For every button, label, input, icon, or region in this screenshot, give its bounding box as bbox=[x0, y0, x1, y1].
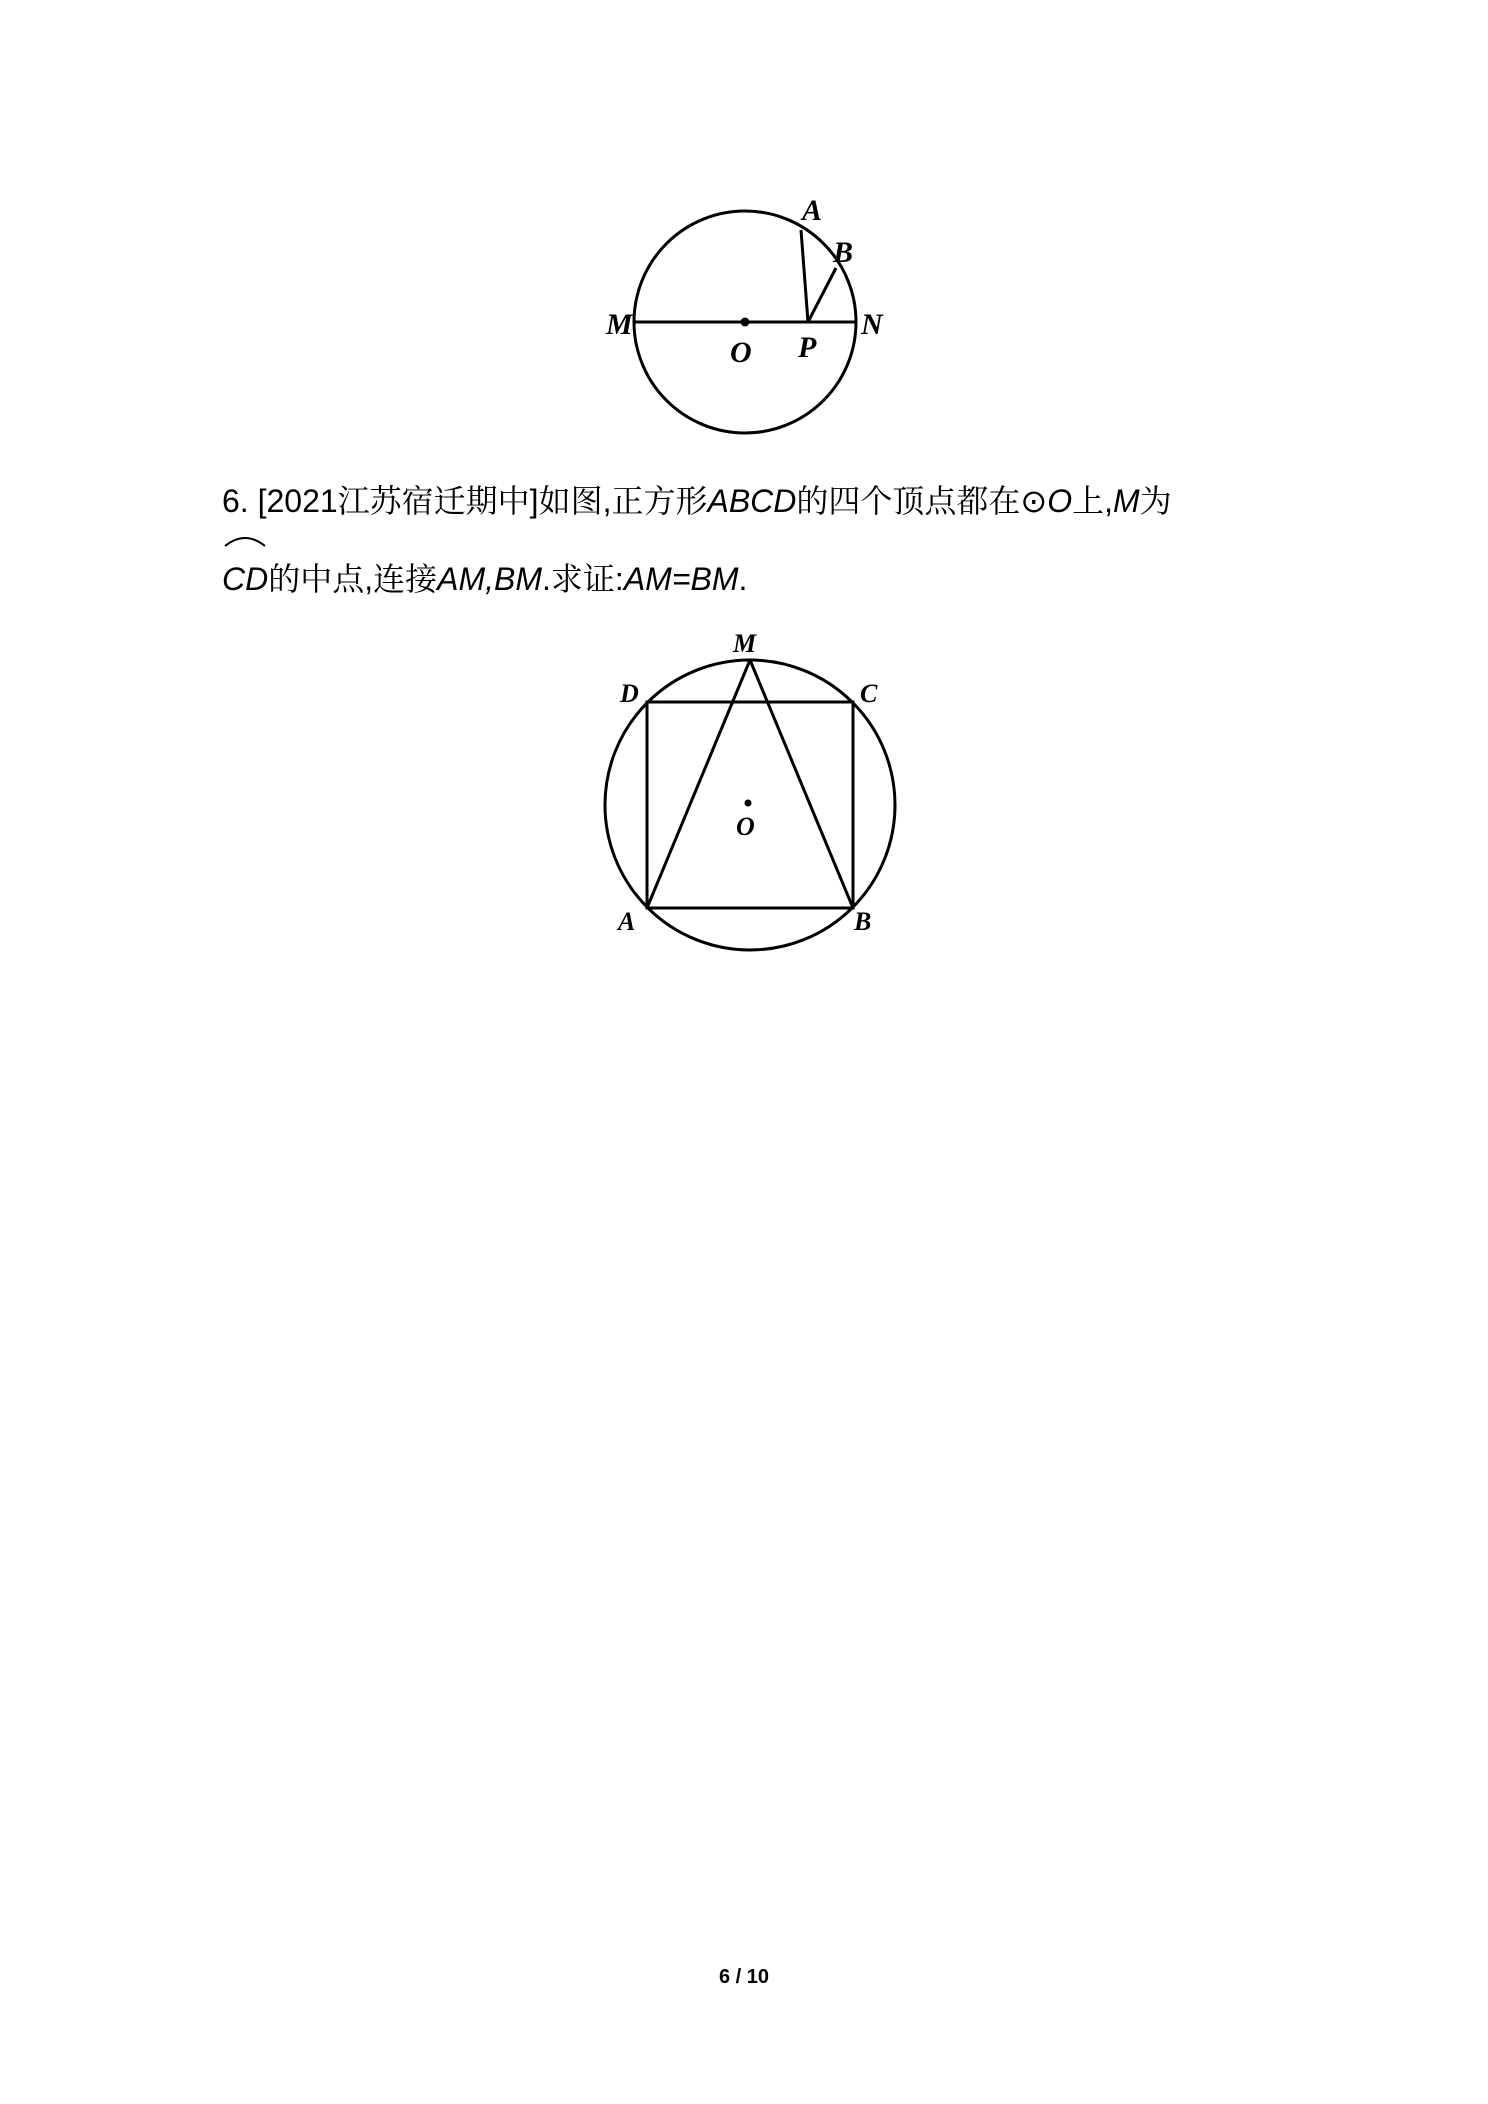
label-b: B bbox=[833, 236, 854, 269]
problem-line-2 bbox=[222, 540, 1282, 618]
segment-pa bbox=[801, 230, 808, 322]
arc-symbol-icon bbox=[222, 534, 268, 548]
figure-circle-mn bbox=[580, 190, 900, 450]
problem-text: 上, bbox=[1072, 483, 1113, 519]
problem-text: 的四个顶点都在⊙ bbox=[796, 483, 1048, 519]
problem-text: . bbox=[738, 561, 748, 597]
label-o: O bbox=[736, 812, 755, 841]
problem-text: 为 bbox=[1139, 483, 1172, 519]
problem-text: .求证: bbox=[542, 561, 624, 597]
problem-line-1 bbox=[222, 462, 1282, 540]
point-m: M bbox=[1113, 483, 1140, 519]
label-o: O bbox=[730, 336, 752, 369]
label-d: D bbox=[620, 679, 639, 708]
page-number: 6 / 10 bbox=[718, 1966, 770, 1988]
label-b: B bbox=[854, 907, 872, 936]
segment-am bbox=[647, 660, 750, 908]
problem-text: 的中点,连接 bbox=[268, 561, 438, 597]
arc-cd bbox=[222, 540, 268, 618]
problem-number: 6. bbox=[222, 483, 249, 519]
segment-pb bbox=[808, 268, 836, 322]
label-m: M bbox=[606, 308, 633, 341]
segments: AM,BM bbox=[437, 561, 543, 597]
center-dot bbox=[745, 800, 752, 807]
label-a: A bbox=[618, 907, 636, 936]
segment-bm bbox=[750, 660, 853, 908]
claim: AM=BM bbox=[623, 561, 739, 597]
label-m: M bbox=[733, 629, 757, 658]
problem-6 bbox=[222, 462, 1282, 618]
figure-inscribed-square bbox=[590, 620, 920, 960]
arc-label: CD bbox=[222, 561, 269, 597]
label-c: C bbox=[860, 679, 878, 708]
label-a: A bbox=[802, 194, 823, 227]
problem-source: [2021江苏宿迁期中] bbox=[257, 483, 539, 519]
circle-name: O bbox=[1047, 483, 1073, 519]
label-n: N bbox=[861, 308, 883, 341]
center-dot bbox=[741, 318, 750, 327]
label-p: P bbox=[798, 331, 817, 364]
problem-text: 如图,正方形 bbox=[538, 483, 708, 519]
square-name: ABCD bbox=[707, 483, 797, 519]
